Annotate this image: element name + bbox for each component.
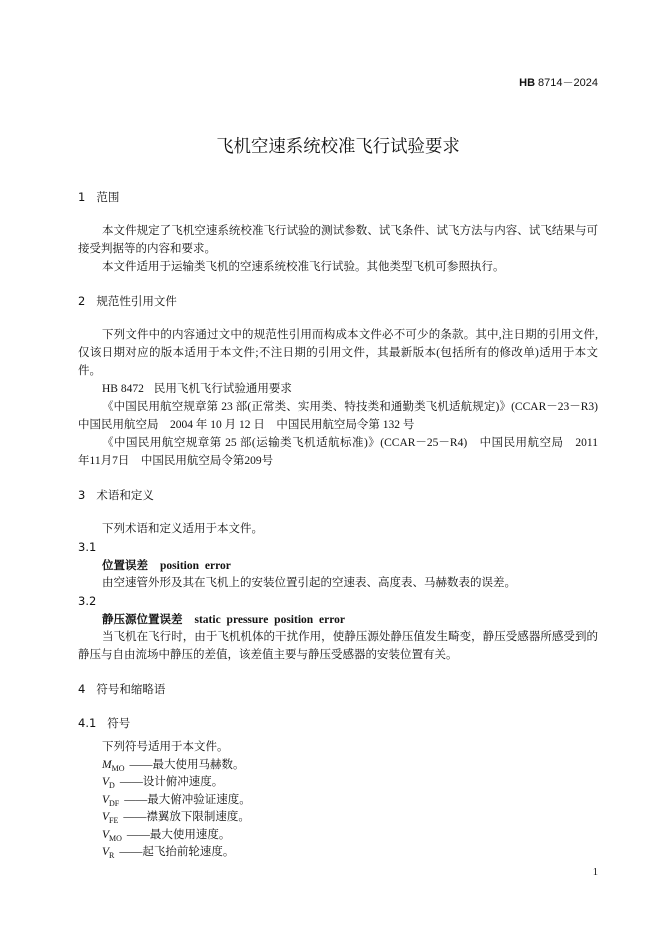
symbol-entry bbox=[78, 774, 598, 792]
paragraph-line: 接受判据等的内容和要求。 bbox=[78, 243, 216, 255]
page-number: 1 bbox=[592, 867, 598, 878]
section-number: 1 bbox=[78, 190, 86, 204]
symbol-letter: V bbox=[102, 846, 110, 858]
symbol-meaning: ——最大使用马赫数。 bbox=[129, 758, 245, 771]
symbol-entry bbox=[78, 757, 598, 775]
section-title: 规范性引用文件 bbox=[96, 294, 177, 308]
symbol-letter: M bbox=[102, 758, 112, 771]
standard-number-header bbox=[519, 75, 598, 91]
paragraph-line: 下列术语和定义适用于本文件。 bbox=[102, 523, 263, 535]
term-english: position error bbox=[160, 560, 231, 572]
reference-title: 民用飞机飞行试验通用要求 bbox=[153, 383, 292, 395]
symbol-meaning: ——最大俯冲验证速度。 bbox=[124, 793, 251, 806]
reference-code: HB 8472 bbox=[102, 383, 144, 395]
reference-item bbox=[78, 380, 598, 398]
reference-item-line: 《中国民用航空规章第 25 部(运输类飞机适航标准)》(CCAR－25－R4) 中国民用航空局 2011 bbox=[102, 437, 598, 449]
symbol-meaning: ——设计俯冲速度。 bbox=[119, 776, 224, 788]
document-title: 飞机空速系统校准飞行试验要求 bbox=[216, 137, 460, 157]
symbol-list bbox=[78, 739, 598, 862]
document-body bbox=[78, 188, 598, 862]
paragraph-line: 下列文件中的内容通过文中的规范性引用而构成本文件必不可少的条款。其中,注日期的引用文件, bbox=[102, 329, 598, 341]
section-1-heading bbox=[78, 188, 598, 206]
symbol-letter: V bbox=[102, 828, 110, 841]
section-title: 符号和缩略语 bbox=[96, 682, 166, 696]
symbol-subscript: MO bbox=[111, 763, 125, 773]
symbol-meaning: ——起飞抬前轮速度。 bbox=[119, 846, 235, 858]
term-entry bbox=[78, 610, 598, 628]
section-3-heading bbox=[78, 486, 598, 504]
reference-item-line: 中国民用航空局 2004 年 10 月 12 日 中国民用航空局令第 132 号 bbox=[78, 419, 415, 431]
reference-item-line: 年11月7日 中国民用航空局令第209号 bbox=[78, 455, 274, 467]
reference-item-line: 《中国民用航空规章第 23 部(正常类、实用类、特技类和通勤类飞机适航规定)》(CCAR－23－R3) bbox=[102, 401, 598, 413]
symbol-entry bbox=[78, 827, 598, 845]
section-title: 范围 bbox=[96, 190, 120, 204]
term-number: 3.1 bbox=[78, 540, 97, 554]
standard-code: 8714－2024 bbox=[538, 77, 598, 89]
section-number: 4 bbox=[78, 682, 86, 696]
section-number: 3 bbox=[78, 488, 86, 502]
symbol-entry bbox=[78, 809, 598, 827]
paragraph-line: 本文件规定了飞机空速系统校准飞行试验的测试参数、试飞条件、试飞方法与内容、试飞结果与可 bbox=[102, 225, 598, 237]
symbol-entry bbox=[78, 792, 598, 810]
section-2-heading bbox=[78, 292, 598, 310]
paragraph-line: 件。 bbox=[78, 365, 101, 377]
section-number: 2 bbox=[78, 294, 86, 308]
symbol-entry bbox=[78, 844, 598, 862]
term-chinese: 静压源位置误差 bbox=[102, 612, 183, 626]
symbol-meaning: ——襟翼放下限制速度。 bbox=[123, 811, 250, 823]
symbol-letter: V bbox=[102, 793, 110, 806]
symbol-subscript: MO bbox=[109, 833, 122, 843]
section-4-heading bbox=[78, 680, 598, 698]
subsection-number: 4.1 bbox=[78, 716, 97, 730]
symbol-subscript: D bbox=[109, 781, 115, 790]
term-english: static pressure position error bbox=[194, 614, 345, 626]
term-number: 3.2 bbox=[78, 594, 97, 608]
term-definition-line: 当飞机在飞行时，由于飞机机体的干扰作用，使静压源处静压值发生畸变，静压受感器所感受到的 bbox=[102, 631, 598, 643]
subsection-title: 符号 bbox=[107, 716, 131, 730]
symbol-letter: V bbox=[102, 776, 110, 788]
symbol-subscript: FE bbox=[109, 816, 119, 825]
standard-prefix: HB bbox=[519, 77, 536, 89]
symbol-subscript: R bbox=[109, 851, 115, 860]
term-entry bbox=[78, 556, 598, 574]
term-definition-line: 静压与自由流场中静压的差值，该差值主要与静压受感器的安装位置有关。 bbox=[78, 649, 458, 661]
term-chinese: 位置误差 bbox=[102, 558, 148, 572]
section-title: 术语和定义 bbox=[96, 488, 154, 502]
subsection-4-1-heading bbox=[78, 714, 598, 732]
symbol-meaning: ——最大使用速度。 bbox=[126, 828, 231, 841]
term-definition-line: 由空速管外形及其在飞机上的安装位置引起的空速表、高度表、马赫数表的误差。 bbox=[102, 577, 516, 589]
paragraph-line: 本文件适用于运输类飞机的空速系统校准飞行试验。其他类型飞机可参照执行。 bbox=[102, 261, 505, 273]
symbol-letter: V bbox=[102, 811, 110, 823]
symbol-subscript: DF bbox=[109, 798, 120, 808]
paragraph-line: 下列符号适用于本文件。 bbox=[102, 741, 229, 753]
paragraph-line: 仅该日期对应的版本适用于本文件;不注日期的引用文件，其最新版本(包括所有的修改单)适用于本文 bbox=[78, 347, 598, 359]
